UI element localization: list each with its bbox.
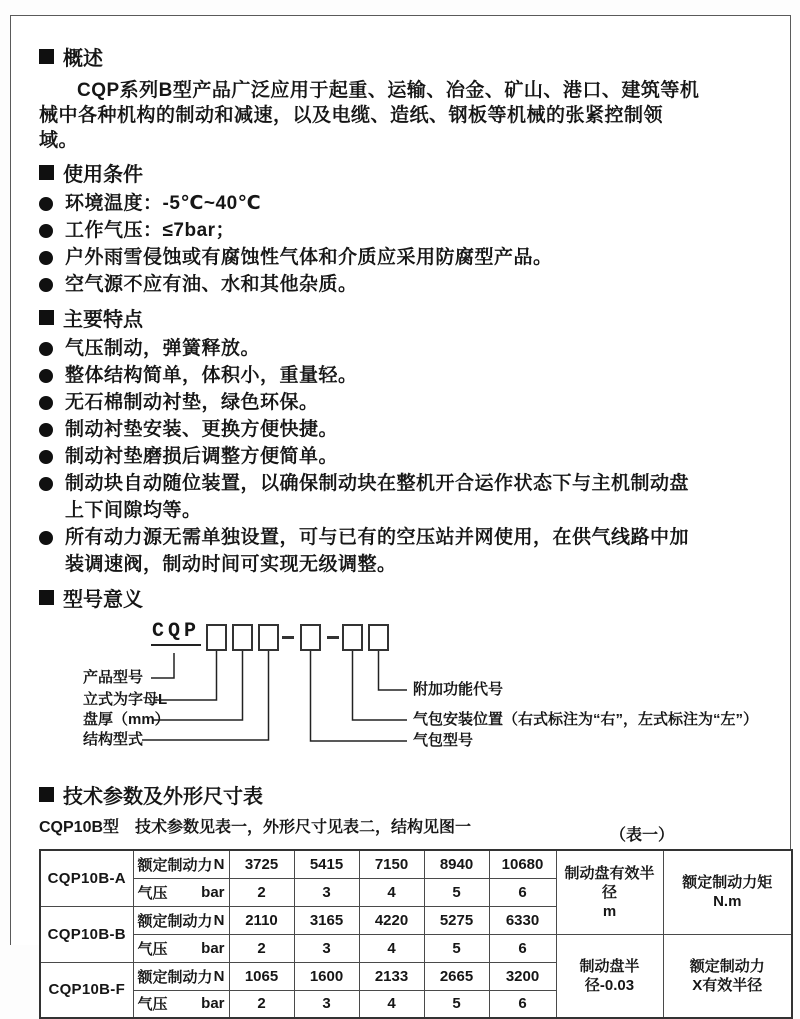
dot-bullet-icon <box>39 224 53 238</box>
feature-text: 制动衬垫安装、更换方便快捷。 <box>65 419 339 440</box>
dot-bullet-icon <box>39 423 53 437</box>
torque-value-line1: 额定制动力 <box>689 957 765 975</box>
section-heading-model-meaning <box>39 583 734 612</box>
feature-text: 制动衬垫磨损后调整方便简单。 <box>65 446 339 467</box>
value-cell: 2133 <box>359 962 424 990</box>
condition-item <box>39 244 707 271</box>
dot-bullet-icon <box>39 450 53 464</box>
value-cell: 4 <box>359 878 424 906</box>
value-cell: 5415 <box>294 850 359 878</box>
page-border <box>10 15 791 1014</box>
conditions-heading: 使用条件 <box>63 164 143 186</box>
param-cell <box>133 850 229 878</box>
features-heading: 主要特点 <box>63 309 143 331</box>
value-cell: 2 <box>229 990 294 1018</box>
specs-subtitle: CQP10B型 技术参数见表一，外形尺寸见表二，结构见图一 <box>39 819 472 836</box>
diagram-label-vertical-type: 立式为字母L <box>83 691 168 708</box>
feature-item <box>39 389 707 416</box>
value-cell: 5275 <box>424 906 489 934</box>
torque-header-cell <box>663 850 792 934</box>
page-content <box>11 16 790 1019</box>
diagram-label-product-model: 产品型号 <box>83 669 144 686</box>
overview-heading: 概述 <box>63 48 103 70</box>
section-heading-features <box>39 303 734 332</box>
param-label: 气压 <box>137 884 168 902</box>
condition-item <box>39 217 707 244</box>
param-label: 气压 <box>137 996 168 1014</box>
param-unit: bar <box>201 995 225 1013</box>
diagram-label-airbag-model: 气包型号 <box>413 732 474 749</box>
dot-bullet-icon <box>39 278 53 292</box>
radius-header-line1: 制动盘有效半径 <box>564 864 655 901</box>
value-cell: 2 <box>229 934 294 962</box>
conditions-list <box>39 190 707 298</box>
value-cell: 1065 <box>229 962 294 990</box>
param-cell <box>133 934 229 962</box>
condition-text: 空气源不应有油、水和其他杂质。 <box>65 274 358 295</box>
torque-header-line1: 额定制动力矩 <box>682 874 773 892</box>
feature-item <box>39 416 707 443</box>
model-code-diagram <box>39 618 759 770</box>
param-unit: bar <box>201 883 225 901</box>
value-cell: 3 <box>294 990 359 1018</box>
section-heading-overview <box>39 42 734 71</box>
feature-text: 所有动力源无需单独设置，可与已有的空压站并网使用，在供气线路中加装调速阀，制动时间可实现无级调整。 <box>65 527 690 575</box>
spec-table <box>39 849 793 1019</box>
param-cell <box>133 878 229 906</box>
param-label: 额定制动力 <box>137 856 213 874</box>
square-bullet-icon <box>39 49 54 64</box>
radius-header-line2: m <box>602 902 617 920</box>
specs-subtitle-row <box>39 814 734 844</box>
value-cell: 3725 <box>229 850 294 878</box>
diagram-label-extra-function: 附加功能代号 <box>413 681 504 698</box>
radius-value-cell: 制动盘半径-0.03 <box>556 934 663 1018</box>
square-bullet-icon <box>39 787 54 802</box>
model-code-box <box>206 624 227 651</box>
radius-header-cell <box>556 850 663 934</box>
diagram-label-airbag-position: 气包安装位置（右式标注为“右”，左式标注为“左”） <box>413 711 759 728</box>
param-label: 气压 <box>137 940 168 958</box>
dot-bullet-icon <box>39 531 53 545</box>
param-cell <box>133 962 229 990</box>
dot-bullet-icon <box>39 477 53 491</box>
value-cell: 2 <box>229 878 294 906</box>
value-cell: 3 <box>294 934 359 962</box>
condition-text: 环境温度：-5℃~40℃ <box>65 193 262 214</box>
param-unit: N <box>213 855 225 873</box>
value-cell: 6 <box>489 878 556 906</box>
param-unit: N <box>213 967 225 985</box>
param-unit: N <box>213 911 225 929</box>
model-code-box <box>342 624 363 651</box>
model-code-box <box>300 624 321 651</box>
value-cell: 3200 <box>489 962 556 990</box>
feature-item <box>39 524 707 578</box>
value-cell: 5 <box>424 990 489 1018</box>
table-one-tag: （表一） <box>609 827 674 844</box>
feature-item <box>39 362 707 389</box>
value-cell: 5 <box>424 934 489 962</box>
feature-text: 制动块自动随位装置，以确保制动块在整机开合运作状态下与主机制动盘上下间隙均等。 <box>65 473 690 521</box>
model-cell: CQP10B-A <box>40 850 133 906</box>
dot-bullet-icon <box>39 369 53 383</box>
value-cell: 6 <box>489 990 556 1018</box>
square-bullet-icon <box>39 165 54 180</box>
value-cell: 7150 <box>359 850 424 878</box>
model-prefix: CQP <box>151 620 201 646</box>
model-code-dash <box>327 636 339 639</box>
param-unit: bar <box>201 939 225 957</box>
value-cell: 1600 <box>294 962 359 990</box>
overview-paragraph: CQP系列B型产品广泛应用于起重、运输、冶金、矿山、港口、建筑等机械中各种机构的制动和减速，以及电缆、造纸、钢板等机械的张紧控制领域。 <box>39 80 700 151</box>
model-cell: CQP10B-F <box>40 962 133 1018</box>
dot-bullet-icon <box>39 342 53 356</box>
value-cell: 5 <box>424 878 489 906</box>
param-label: 额定制动力 <box>137 968 213 986</box>
model-code-box <box>232 624 253 651</box>
section-heading-conditions <box>39 158 734 187</box>
model-meaning-heading: 型号意义 <box>63 589 143 611</box>
feature-text: 无石棉制动衬垫，绿色环保。 <box>65 392 319 413</box>
feature-text: 整体结构简单，体积小，重量轻。 <box>65 365 358 386</box>
features-list <box>39 335 707 578</box>
condition-text: 工作气压：≤7bar； <box>65 220 236 241</box>
value-cell: 3 <box>294 878 359 906</box>
param-cell <box>133 990 229 1018</box>
param-cell <box>133 906 229 934</box>
feature-item <box>39 335 707 362</box>
model-code-box <box>368 624 389 651</box>
dot-bullet-icon <box>39 251 53 265</box>
model-code-box <box>258 624 279 651</box>
model-code-dash <box>282 636 294 639</box>
feature-item <box>39 470 707 524</box>
condition-item <box>39 190 707 217</box>
specs-heading: 技术参数及外形尺寸表 <box>63 786 263 808</box>
feature-text: 气压制动，弹簧释放。 <box>65 338 261 359</box>
value-cell: 6 <box>489 934 556 962</box>
value-cell: 3165 <box>294 906 359 934</box>
table-row <box>40 850 792 878</box>
torque-header-line2: N.m <box>713 893 742 911</box>
value-cell: 8940 <box>424 850 489 878</box>
model-cell: CQP10B-B <box>40 906 133 962</box>
table-row <box>40 934 792 962</box>
torque-value-line2: X有效半径 <box>692 976 763 994</box>
value-cell: 2665 <box>424 962 489 990</box>
condition-item <box>39 271 707 298</box>
square-bullet-icon <box>39 590 54 605</box>
diagram-label-disc-thickness: 盘厚（mm） <box>83 711 170 728</box>
value-cell: 4220 <box>359 906 424 934</box>
section-heading-specs <box>39 780 734 809</box>
value-cell: 6330 <box>489 906 556 934</box>
dot-bullet-icon <box>39 396 53 410</box>
diagram-label-structure-type: 结构型式 <box>83 731 144 748</box>
value-cell: 4 <box>359 934 424 962</box>
dot-bullet-icon <box>39 197 53 211</box>
value-cell: 4 <box>359 990 424 1018</box>
feature-item <box>39 443 707 470</box>
torque-value-cell <box>663 934 792 1018</box>
value-cell: 10680 <box>489 850 556 878</box>
condition-text: 户外雨雪侵蚀或有腐蚀性气体和介质应采用防腐型产品。 <box>65 247 553 268</box>
square-bullet-icon <box>39 310 54 325</box>
value-cell: 2110 <box>229 906 294 934</box>
param-label: 额定制动力 <box>137 912 213 930</box>
